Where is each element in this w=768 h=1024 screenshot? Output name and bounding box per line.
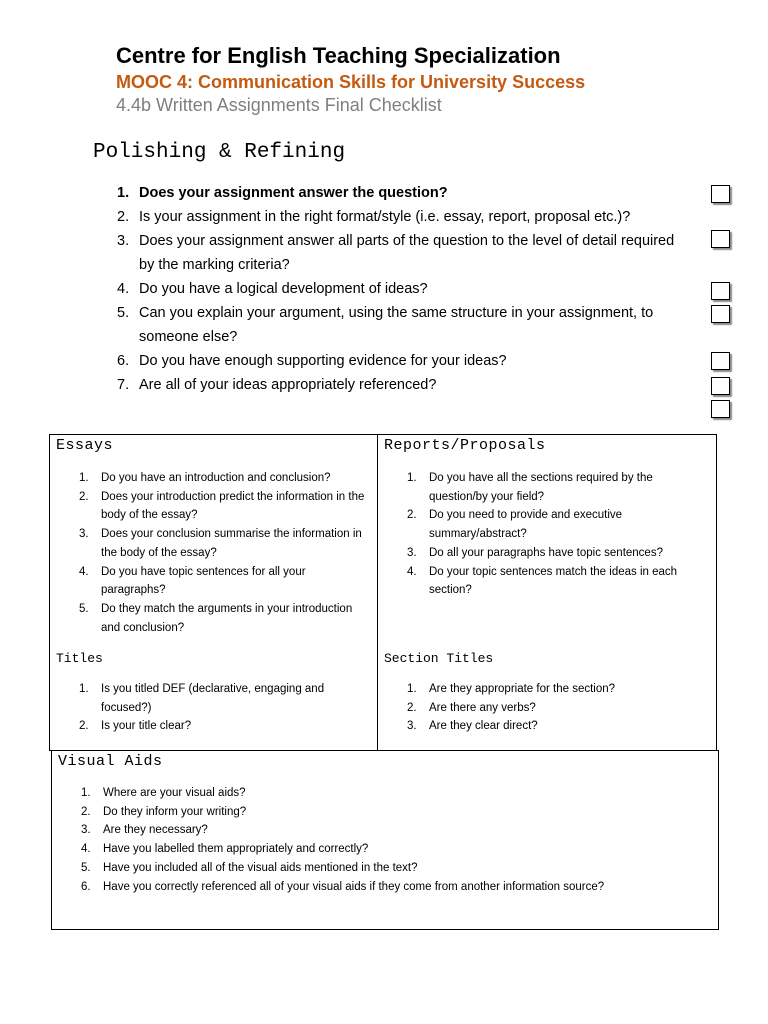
item-text: Have you labelled them appropriately and correctly? [103,843,369,856]
item-text: Where are your visual aids? [103,787,246,799]
item-number: 1. [79,683,89,695]
list-item [407,469,707,506]
item-text: Are they appropriate for the section? [429,683,616,695]
checkbox-item-7[interactable] [711,400,730,418]
list-item [81,821,711,840]
item-text: Do your topic sentences match the ideas in each section? [429,565,678,597]
checklist-subtitle: 4.4b Written Assignments Final Checklist [116,95,442,115]
list-item [117,373,677,397]
item-text: Can you explain your argument, using the same structure in your assignment, to someone else? [139,305,654,345]
visual-aids-heading: Visual Aids [58,753,163,770]
list-item [79,600,369,637]
essays-heading: Essays [56,437,114,454]
item-text: Do you have a logical development of ideas? [139,281,428,297]
list-item [407,699,707,718]
section-titles-heading: Section Titles [384,651,494,666]
item-text: Do they match the arguments in your introduction and conclusion? [101,602,353,634]
item-number: 2. [79,490,89,503]
checkbox-item-4[interactable] [711,305,730,323]
item-number: 3. [407,546,417,559]
item-text: Do you have an introduction and conclusion? [101,472,331,484]
item-text: Do they inform your writing? [103,805,247,818]
essays-list [79,469,369,637]
list-item [79,717,369,736]
item-number: 3. [79,528,89,541]
item-text: Do you have all the sections required by the question/by your field? [429,472,653,503]
list-item [407,563,707,600]
reports-list [407,469,707,600]
course-title: MOOC 4: Communication Skills for University Success [116,72,586,92]
list-item [79,680,369,717]
item-number: 7. [117,377,130,393]
list-item [407,506,707,543]
item-number: 3. [117,233,130,249]
item-text: Are all of your ideas appropriately referenced? [139,377,437,393]
list-item [81,840,711,859]
list-item [117,229,677,277]
checkbox-item-6[interactable] [711,377,730,395]
item-number: 4. [117,281,130,297]
item-text: Is your title clear? [101,720,192,733]
list-item [81,784,711,803]
item-number: 4. [81,843,91,856]
titles-list [79,680,369,736]
checkbox-item-3[interactable] [711,282,730,300]
document-header [116,42,585,116]
list-item [117,181,677,205]
list-item [79,469,369,488]
organization-title: Centre for English Teaching Specialization [116,43,561,68]
item-text: Is you titled DEF (declarative, engaging and focused?) [101,683,325,714]
list-item [117,205,677,229]
item-number: 2. [117,209,130,225]
item-number: 2. [407,701,417,714]
item-number: 6. [117,353,130,369]
checkbox-item-2[interactable] [711,230,730,248]
list-item [117,277,677,301]
item-number: 6. [81,880,91,893]
item-text: Does your assignment answer the question? [139,185,448,201]
item-number: 4. [407,565,417,578]
list-item [81,859,711,878]
item-number: 1. [79,472,89,484]
item-text: Do all your paragraphs have topic sentences? [429,546,663,559]
item-number: 1. [407,683,417,695]
item-text: Does your assignment answer all parts of the question to the level of detail required by the marking criteria? [139,233,675,273]
reports-heading: Reports/Proposals [384,437,546,454]
item-number: 3. [407,720,417,733]
item-number: 2. [79,720,89,733]
visual-aids-box [51,750,719,930]
visual-aids-list [81,784,711,896]
list-item [407,544,707,563]
item-number: 2. [81,805,91,818]
list-item [79,488,369,525]
item-text: Have you included all of the visual aids mentioned in the text? [103,861,418,874]
item-text: Have you correctly referenced all of your visual aids if they come from another information source? [103,880,605,893]
item-text: Do you have enough supporting evidence for your ideas? [139,353,507,369]
titles-heading: Titles [56,651,103,666]
list-item [79,563,369,600]
item-number: 1. [81,787,91,799]
reports-box [377,434,717,751]
item-text: Is your assignment in the right format/style (i.e. essay, report, proposal etc.)? [139,209,631,225]
item-text: Do you need to provide and executive summary/abstract? [429,509,623,541]
item-number: 4. [79,565,89,578]
list-item [117,349,677,373]
main-checklist [117,181,677,397]
list-item [407,717,707,736]
checkbox-item-1[interactable] [711,185,730,203]
list-item [407,680,707,699]
item-number: 1. [117,185,130,201]
item-number: 2. [407,509,417,522]
essays-box [49,434,378,751]
item-number: 5. [79,602,89,615]
item-number: 3. [81,824,91,837]
item-text: Does your conclusion summarise the information in the body of the essay? [101,528,362,559]
item-text: Does your introduction predict the information in the body of the essay? [101,490,365,522]
checkbox-item-5[interactable] [711,352,730,370]
list-item [81,878,711,897]
item-text: Are they necessary? [103,824,208,837]
item-number: 5. [117,305,130,321]
item-text: Do you have topic sentences for all your paragraphs? [101,565,306,597]
item-number: 5. [81,861,91,874]
section-heading: Polishing & Refining [93,141,346,164]
list-item [79,525,369,562]
list-item [117,301,677,349]
item-text: Are they clear direct? [429,720,538,733]
section-titles-list [407,680,707,736]
item-number: 1. [407,472,417,484]
list-item [81,803,711,822]
item-text: Are there any verbs? [429,701,536,714]
